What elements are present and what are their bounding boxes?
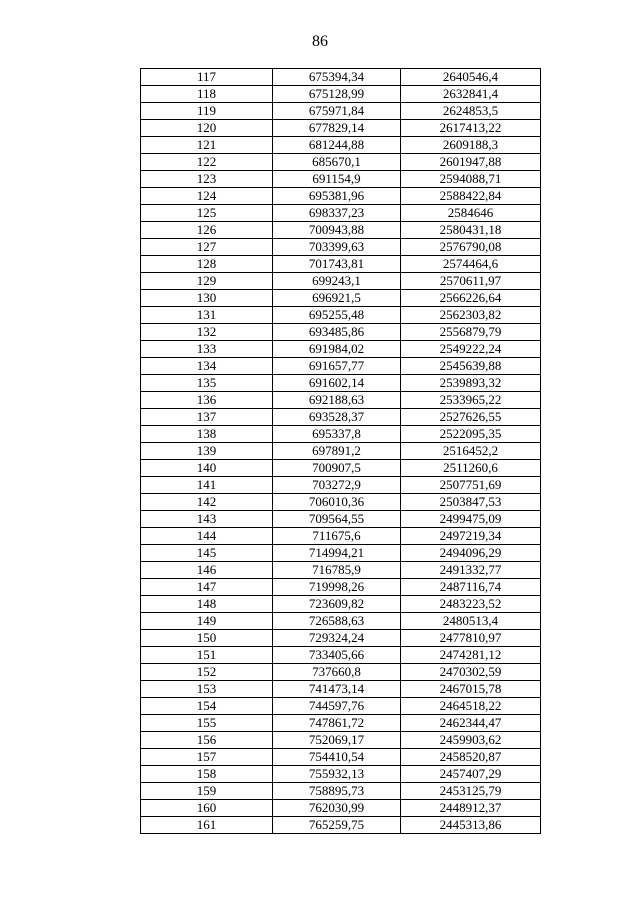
y-coordinate-cell: 2494096,29 — [401, 545, 541, 562]
x-coordinate-cell: 700943,88 — [273, 222, 401, 239]
table-row — [141, 426, 541, 443]
y-coordinate-cell: 2480513,4 — [401, 613, 541, 630]
x-coordinate-cell: 723609,82 — [273, 596, 401, 613]
y-coordinate-cell: 2617413,22 — [401, 120, 541, 137]
table-row — [141, 443, 541, 460]
point-number-cell: 153 — [141, 681, 273, 698]
point-number-cell: 144 — [141, 528, 273, 545]
x-coordinate-cell: 693528,37 — [273, 409, 401, 426]
y-coordinate-cell: 2539893,32 — [401, 375, 541, 392]
x-coordinate-cell: 762030,99 — [273, 800, 401, 817]
table-row — [141, 766, 541, 783]
table-row — [141, 137, 541, 154]
table-row — [141, 494, 541, 511]
point-number-cell: 143 — [141, 511, 273, 528]
table-row — [141, 545, 541, 562]
coordinates-table — [140, 68, 541, 834]
table-row — [141, 511, 541, 528]
point-number-cell: 148 — [141, 596, 273, 613]
point-number-cell: 124 — [141, 188, 273, 205]
table-row — [141, 188, 541, 205]
x-coordinate-cell: 695337,8 — [273, 426, 401, 443]
y-coordinate-cell: 2503847,53 — [401, 494, 541, 511]
x-coordinate-cell: 765259,75 — [273, 817, 401, 834]
x-coordinate-cell: 685670,1 — [273, 154, 401, 171]
y-coordinate-cell: 2609188,3 — [401, 137, 541, 154]
y-coordinate-cell: 2457407,29 — [401, 766, 541, 783]
point-number-cell: 145 — [141, 545, 273, 562]
point-number-cell: 122 — [141, 154, 273, 171]
table-row — [141, 290, 541, 307]
x-coordinate-cell: 675128,99 — [273, 86, 401, 103]
point-number-cell: 156 — [141, 732, 273, 749]
x-coordinate-cell: 741473,14 — [273, 681, 401, 698]
x-coordinate-cell: 706010,36 — [273, 494, 401, 511]
point-number-cell: 161 — [141, 817, 273, 834]
x-coordinate-cell: 709564,55 — [273, 511, 401, 528]
point-number-cell: 123 — [141, 171, 273, 188]
x-coordinate-cell: 733405,66 — [273, 647, 401, 664]
x-coordinate-cell: 701743,81 — [273, 256, 401, 273]
y-coordinate-cell: 2483223,52 — [401, 596, 541, 613]
x-coordinate-cell: 737660,8 — [273, 664, 401, 681]
y-coordinate-cell: 2584646 — [401, 205, 541, 222]
point-number-cell: 118 — [141, 86, 273, 103]
x-coordinate-cell: 691657,77 — [273, 358, 401, 375]
y-coordinate-cell: 2640546,4 — [401, 69, 541, 86]
point-number-cell: 136 — [141, 392, 273, 409]
y-coordinate-cell: 2467015,78 — [401, 681, 541, 698]
table-row — [141, 409, 541, 426]
table-row — [141, 103, 541, 120]
y-coordinate-cell: 2499475,09 — [401, 511, 541, 528]
table-row — [141, 341, 541, 358]
point-number-cell: 150 — [141, 630, 273, 647]
point-number-cell: 158 — [141, 766, 273, 783]
table-row — [141, 613, 541, 630]
x-coordinate-cell: 677829,14 — [273, 120, 401, 137]
y-coordinate-cell: 2576790,08 — [401, 239, 541, 256]
x-coordinate-cell: 754410,54 — [273, 749, 401, 766]
y-coordinate-cell: 2545639,88 — [401, 358, 541, 375]
table-row — [141, 596, 541, 613]
table-row — [141, 222, 541, 239]
table-row — [141, 579, 541, 596]
y-coordinate-cell: 2445313,86 — [401, 817, 541, 834]
x-coordinate-cell: 703399,63 — [273, 239, 401, 256]
x-coordinate-cell: 692188,63 — [273, 392, 401, 409]
x-coordinate-cell: 755932,13 — [273, 766, 401, 783]
y-coordinate-cell: 2624853,5 — [401, 103, 541, 120]
x-coordinate-cell: 698337,23 — [273, 205, 401, 222]
table-row — [141, 698, 541, 715]
point-number-cell: 128 — [141, 256, 273, 273]
table-row — [141, 681, 541, 698]
table-row — [141, 783, 541, 800]
x-coordinate-cell: 716785,9 — [273, 562, 401, 579]
y-coordinate-cell: 2549222,24 — [401, 341, 541, 358]
point-number-cell: 130 — [141, 290, 273, 307]
x-coordinate-cell: 697891,2 — [273, 443, 401, 460]
point-number-cell: 149 — [141, 613, 273, 630]
table-row — [141, 256, 541, 273]
table-row — [141, 120, 541, 137]
point-number-cell: 121 — [141, 137, 273, 154]
y-coordinate-cell: 2566226,64 — [401, 290, 541, 307]
y-coordinate-cell: 2511260,6 — [401, 460, 541, 477]
point-number-cell: 120 — [141, 120, 273, 137]
x-coordinate-cell: 726588,63 — [273, 613, 401, 630]
point-number-cell: 137 — [141, 409, 273, 426]
point-number-cell: 147 — [141, 579, 273, 596]
x-coordinate-cell: 747861,72 — [273, 715, 401, 732]
point-number-cell: 146 — [141, 562, 273, 579]
point-number-cell: 134 — [141, 358, 273, 375]
table-row — [141, 392, 541, 409]
y-coordinate-cell: 2556879,79 — [401, 324, 541, 341]
x-coordinate-cell: 675394,34 — [273, 69, 401, 86]
x-coordinate-cell: 691154,9 — [273, 171, 401, 188]
table-row — [141, 324, 541, 341]
y-coordinate-cell: 2527626,55 — [401, 409, 541, 426]
y-coordinate-cell: 2487116,74 — [401, 579, 541, 596]
x-coordinate-cell: 758895,73 — [273, 783, 401, 800]
x-coordinate-cell: 699243,1 — [273, 273, 401, 290]
table-row — [141, 460, 541, 477]
point-number-cell: 119 — [141, 103, 273, 120]
y-coordinate-cell: 2562303,82 — [401, 307, 541, 324]
table-row — [141, 273, 541, 290]
x-coordinate-cell: 695381,96 — [273, 188, 401, 205]
table-row — [141, 171, 541, 188]
point-number-cell: 131 — [141, 307, 273, 324]
point-number-cell: 117 — [141, 69, 273, 86]
table-row — [141, 562, 541, 579]
y-coordinate-cell: 2448912,37 — [401, 800, 541, 817]
y-coordinate-cell: 2458520,87 — [401, 749, 541, 766]
table-row — [141, 817, 541, 834]
point-number-cell: 155 — [141, 715, 273, 732]
point-number-cell: 138 — [141, 426, 273, 443]
table-row — [141, 749, 541, 766]
table-row — [141, 630, 541, 647]
y-coordinate-cell: 2516452,2 — [401, 443, 541, 460]
y-coordinate-cell: 2632841,4 — [401, 86, 541, 103]
x-coordinate-cell: 695255,48 — [273, 307, 401, 324]
point-number-cell: 154 — [141, 698, 273, 715]
table-row — [141, 205, 541, 222]
point-number-cell: 142 — [141, 494, 273, 511]
x-coordinate-cell: 681244,88 — [273, 137, 401, 154]
y-coordinate-cell: 2474281,12 — [401, 647, 541, 664]
point-number-cell: 151 — [141, 647, 273, 664]
table-row — [141, 732, 541, 749]
table-row — [141, 307, 541, 324]
x-coordinate-cell: 744597,76 — [273, 698, 401, 715]
point-number-cell: 160 — [141, 800, 273, 817]
point-number-cell: 139 — [141, 443, 273, 460]
x-coordinate-cell: 719998,26 — [273, 579, 401, 596]
point-number-cell: 135 — [141, 375, 273, 392]
table-row — [141, 69, 541, 86]
table-row — [141, 800, 541, 817]
table-row — [141, 358, 541, 375]
coordinates-table-body — [141, 69, 541, 834]
table-row — [141, 477, 541, 494]
point-number-cell: 133 — [141, 341, 273, 358]
table-row — [141, 375, 541, 392]
x-coordinate-cell: 691602,14 — [273, 375, 401, 392]
table-row — [141, 647, 541, 664]
y-coordinate-cell: 2601947,88 — [401, 154, 541, 171]
point-number-cell: 126 — [141, 222, 273, 239]
point-number-cell: 141 — [141, 477, 273, 494]
y-coordinate-cell: 2477810,97 — [401, 630, 541, 647]
table-row — [141, 154, 541, 171]
y-coordinate-cell: 2580431,18 — [401, 222, 541, 239]
x-coordinate-cell: 711675,6 — [273, 528, 401, 545]
x-coordinate-cell: 700907,5 — [273, 460, 401, 477]
y-coordinate-cell: 2594088,71 — [401, 171, 541, 188]
x-coordinate-cell: 703272,9 — [273, 477, 401, 494]
y-coordinate-cell: 2464518,22 — [401, 698, 541, 715]
x-coordinate-cell: 696921,5 — [273, 290, 401, 307]
y-coordinate-cell: 2491332,77 — [401, 562, 541, 579]
y-coordinate-cell: 2570611,97 — [401, 273, 541, 290]
y-coordinate-cell: 2462344,47 — [401, 715, 541, 732]
table-row — [141, 715, 541, 732]
x-coordinate-cell: 693485,86 — [273, 324, 401, 341]
y-coordinate-cell: 2497219,34 — [401, 528, 541, 545]
point-number-cell: 132 — [141, 324, 273, 341]
y-coordinate-cell: 2459903,62 — [401, 732, 541, 749]
y-coordinate-cell: 2470302,59 — [401, 664, 541, 681]
point-number-cell: 152 — [141, 664, 273, 681]
point-number-cell: 157 — [141, 749, 273, 766]
x-coordinate-cell: 675971,84 — [273, 103, 401, 120]
y-coordinate-cell: 2574464,6 — [401, 256, 541, 273]
y-coordinate-cell: 2588422,84 — [401, 188, 541, 205]
y-coordinate-cell: 2507751,69 — [401, 477, 541, 494]
point-number-cell: 125 — [141, 205, 273, 222]
y-coordinate-cell: 2522095,35 — [401, 426, 541, 443]
point-number-cell: 140 — [141, 460, 273, 477]
point-number-cell: 127 — [141, 239, 273, 256]
table-row — [141, 239, 541, 256]
y-coordinate-cell: 2533965,22 — [401, 392, 541, 409]
point-number-cell: 159 — [141, 783, 273, 800]
page-number: 86 — [312, 33, 328, 50]
table-row — [141, 664, 541, 681]
x-coordinate-cell: 691984,02 — [273, 341, 401, 358]
x-coordinate-cell: 729324,24 — [273, 630, 401, 647]
table-row — [141, 86, 541, 103]
table-row — [141, 528, 541, 545]
point-number-cell: 129 — [141, 273, 273, 290]
y-coordinate-cell: 2453125,79 — [401, 783, 541, 800]
x-coordinate-cell: 714994,21 — [273, 545, 401, 562]
x-coordinate-cell: 752069,17 — [273, 732, 401, 749]
